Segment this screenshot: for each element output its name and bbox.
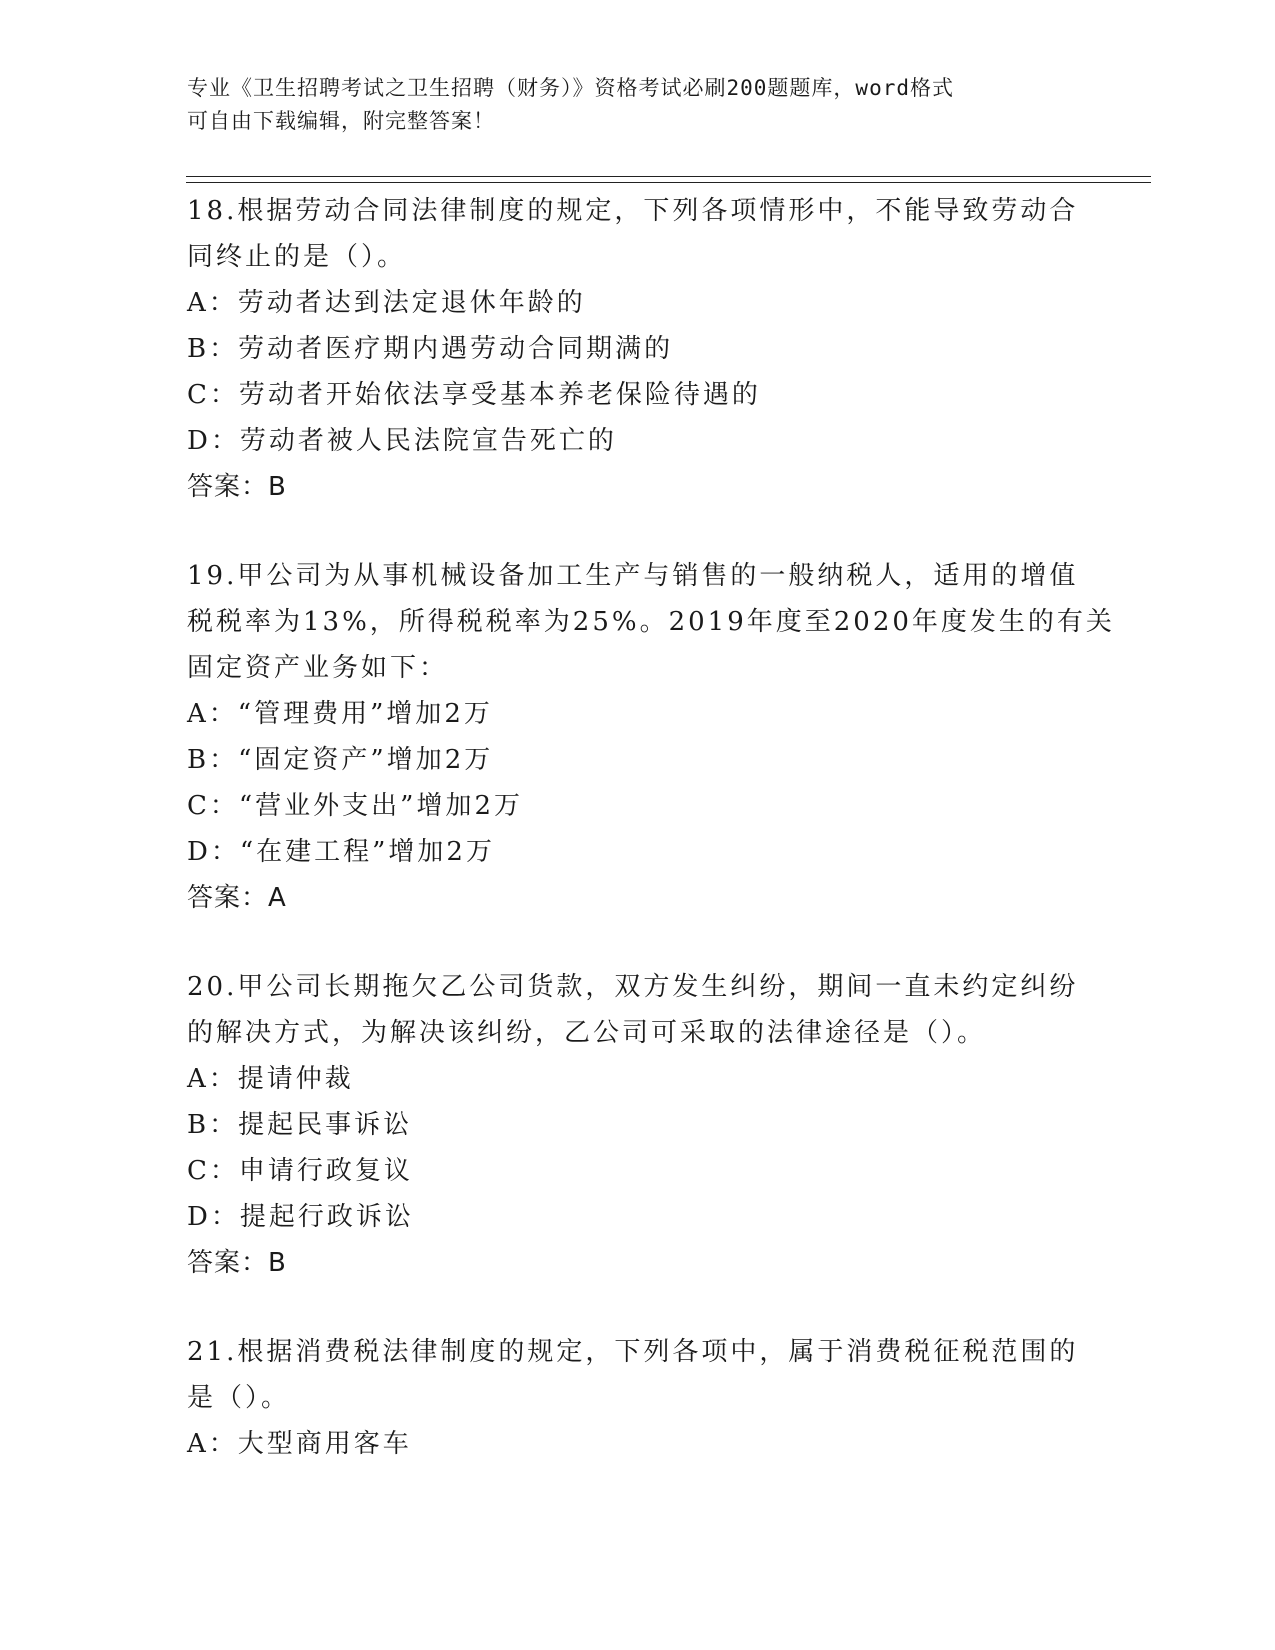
question-stem-line: 19.甲公司为从事机械设备加工生产与销售的一般纳税人，适用的增值 [187,561,1079,591]
question-stem-line: 21.根据消费税法律制度的规定，下列各项中，属于消费税征税范围的 [187,1337,1079,1367]
document-header [187,72,1067,138]
question-stem-line: 的解决方式，为解决该纠纷，乙公司可采取的法律途径是（）。 [187,1018,987,1048]
question-stem-line: 18.根据劳动合同法律制度的规定，下列各项情形中，不能导致劳动合 [187,196,1079,226]
option-c: C：“营业外支出”增加2万 [187,791,524,821]
question-stem-line: 同终止的是（）。 [187,242,407,272]
option-a: A：提请仲裁 [187,1064,354,1094]
option-c: C：申请行政复议 [187,1156,413,1186]
question-stem-line: 20.甲公司长期拖欠乙公司货款，双方发生纠纷，期间一直未约定纠纷 [187,972,1079,1002]
question-spacer [187,510,1087,553]
question-list [187,188,1115,1467]
question-21 [187,1329,1087,1467]
option-a: A：大型商用客车 [187,1429,412,1459]
header-divider-top [186,176,1151,177]
option-d: D：劳动者被人民法院宣告死亡的 [187,426,617,456]
option-d: D：“在建工程”增加2万 [187,837,495,867]
option-b: B：“固定资产”增加2万 [187,745,494,775]
question-stem-line: 税税率为13%，所得税税率为25%。2019年度至2020年度发生的有关 [187,607,1115,637]
option-d: D：提起行政诉讼 [187,1202,414,1232]
question-stem-line: 是（）。 [187,1383,291,1413]
answer-line: 答案：B [187,472,287,502]
option-a: A：“管理费用”增加2万 [187,699,493,729]
option-c: C：劳动者开始依法享受基本养老保险待遇的 [187,380,761,410]
option-b: B：提起民事诉讼 [187,1110,413,1140]
question-18 [187,188,1087,510]
header-line-2: 可自由下载编辑，附完整答案！ [187,109,495,133]
question-spacer [187,921,1087,964]
question-19 [187,553,1115,921]
answer-line: 答案：A [187,883,287,913]
header-line-1: 专业《卫生招聘考试之卫生招聘（财务）》资格考试必刷200题题库，word格式 [187,76,954,100]
answer-line: 答案：B [187,1248,287,1278]
question-spacer [187,1286,1087,1329]
option-b: B：劳动者医疗期内遇劳动合同期满的 [187,334,674,364]
option-a: A：劳动者达到法定退休年龄的 [187,288,586,318]
question-stem-line: 固定资产业务如下： [187,653,449,683]
header-divider-bottom [186,182,1151,183]
question-20 [187,964,1087,1286]
